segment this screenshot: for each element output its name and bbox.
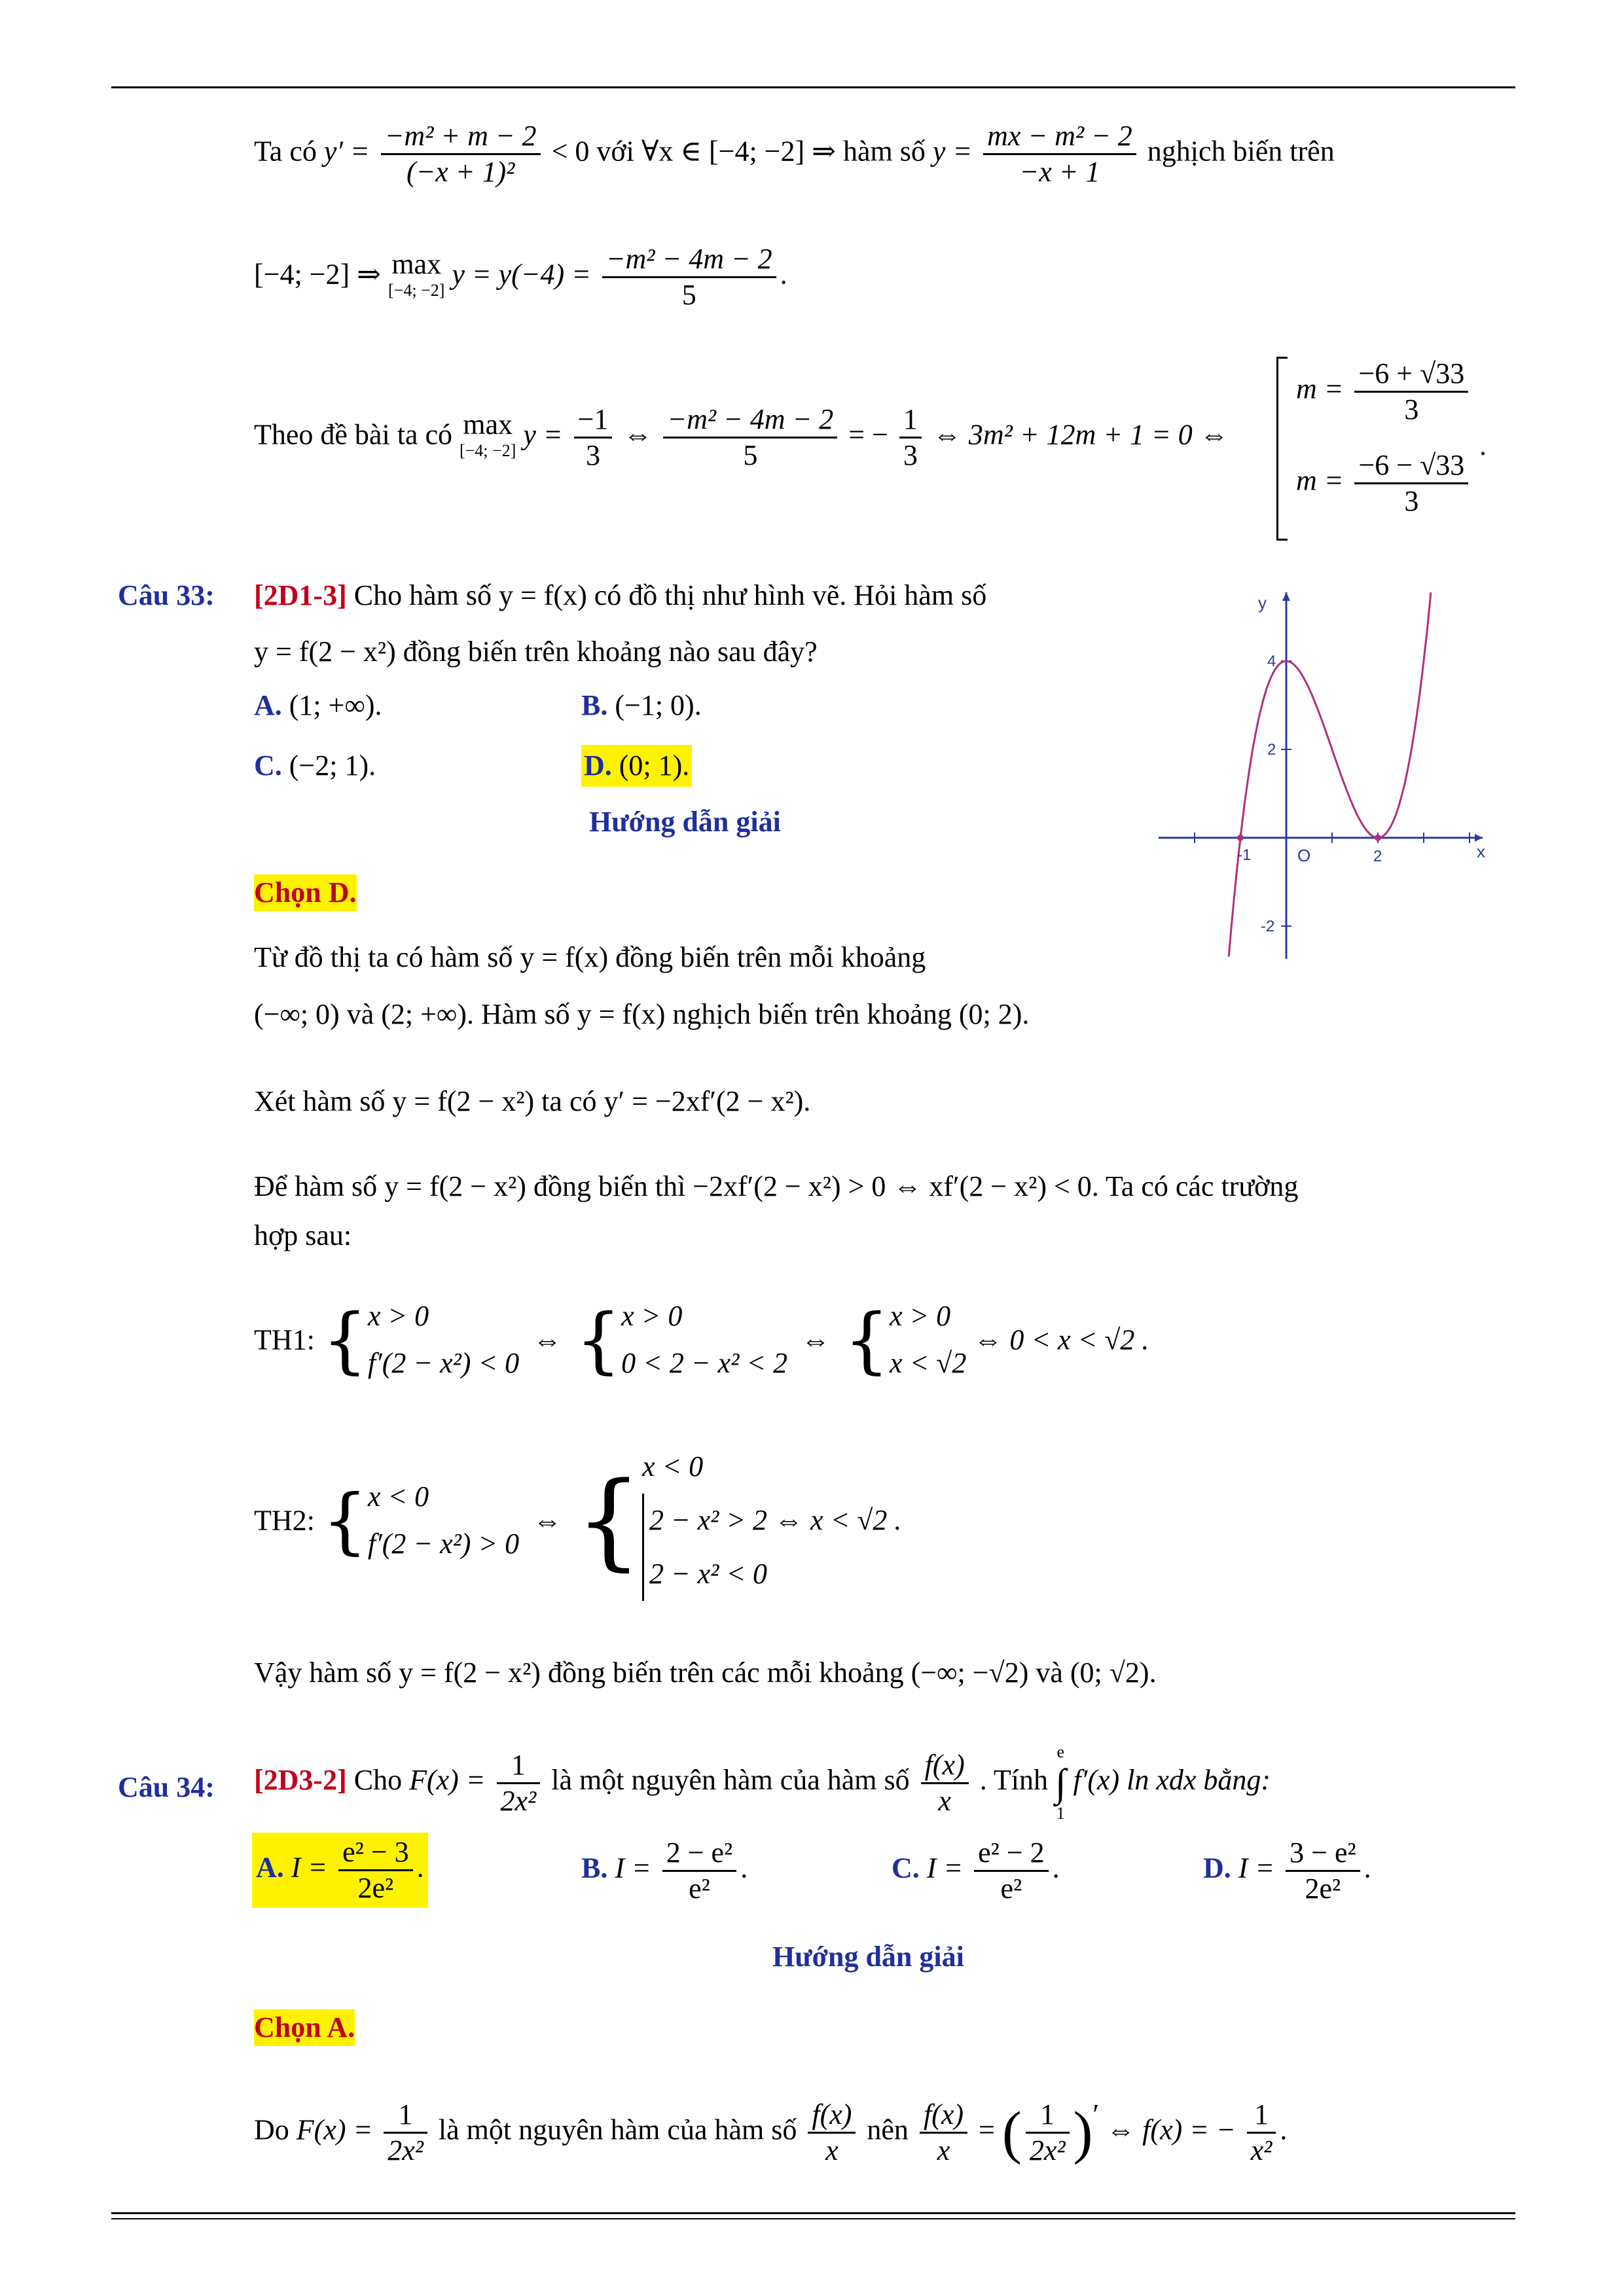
q33-option-c[interactable]: C. (−2; 1). [254,749,376,781]
intro-line-2: [−4; −2] ⇒ max [−4; −2] y = y(−4) = $\frac{\text{−m² − 4m − 2}}{5}$ . [254,243,787,311]
double-root-point [1375,834,1381,841]
question-tag: [2D1-3] [254,579,347,611]
q34-option-d[interactable]: D. I = $\frac{\text{3 − e²}}{\text{2e²}}$ . [1203,1837,1371,1905]
q33-stem [254,577,986,614]
math: y′ = [323,135,370,168]
function-graph [1152,583,1492,962]
text: Cho hàm số y = f(x) có đồ thị như hình vẽ. Hỏi hàm số [353,579,987,611]
text: Theo đề bài ta có [254,418,452,451]
q33-stem-line2: y = f(2 − x²) đồng biến trên khoảng nào sau đây? [254,636,818,668]
q33-solution-line: Từ đồ thị ta có hàm số y = f(x) đồng biến trên mỗi khoảng [254,941,926,973]
q33-option-d[interactable]: D. (0; 1). [581,745,692,787]
bottom-rule [111,2212,1515,2214]
q33-guide-heading: Hướng dẫn giải [589,806,781,838]
q33-header [118,577,215,614]
x-axis-label: x [1477,842,1485,861]
q34-stem: [2D3-2] Cho F(x) = $\frac{1}{\text{2x²}}$ là một nguyên hàm của hàm số $\frac{f(x)}{x}$ . Tính e ∫ 1 f′(x) ln xdx bằng: [254,1741,1271,1825]
text: nghịch biến trên [1147,135,1335,168]
max-operator: max [−4; −2] [388,247,445,300]
text: < 0 với ∀x ∈ [−4; −2] ⇒ hàm số [551,135,926,168]
q34-header [118,1769,215,1806]
q34-guide-heading: Hướng dẫn giải [772,1941,964,1973]
q33-option-a[interactable]: A. (1; +∞). [254,689,382,721]
tick-label-x: -1 [1237,846,1252,864]
origin-label: O [1297,846,1311,865]
math: y = [932,135,973,168]
y-axis-arrow-icon [1282,592,1290,601]
math: y = y(−4) = [452,258,591,291]
q33-solution-line: hợp sau: [254,1219,352,1251]
text: [−4; −2] ⇒ [254,258,382,291]
tick-label-y: -2 [1261,918,1275,935]
q33-answer: Chọn D. [254,874,357,911]
tick-label-y: 2 [1267,741,1276,759]
fraction: $\frac{\text{mx − m² − 2}}{-x + 1}$ [983,119,1136,189]
q33-solution-line: (−∞; 0) và (2; +∞). Hàm số y = f(x) nghịch biến trên khoảng (0; 2). [254,998,1030,1030]
intro-line-1 [254,119,1335,189]
document-page: Ta có y′ = $\frac{\text{−m² + m − 2}}{\text{(−x + 1)²}}$ < 0 với ∀x ∈ [−4; −2] ⇒ hàm số y = $\frac{\text{mx − m² − 2}}{-x + 1}$ nghịch biến trên [−4; −2] ⇒ max [−4; −2] y = y(−4) = $\frac{\text{−m² − 4m − 2}}{5}$ . Theo đề bài ta có max [−4; −2] y = $\frac{-1}{3}$ ⇔ $\frac{\text{−m² − 4m − 2}}{5}$ = − $\frac{1}{3}$ ⇔ 3m² + 12m + 1 = 0 ⇔ m = $\frac{-6 + √33}{3}$ m = $\frac{-6 - √33}{3}$ . Câu 33: [2D1-3] Cho hàm số y = f(x) có đồ thị như hình vẽ. Hỏi hàm số y = f(2 − x²) đồng biến trên khoảng nào sau đây? A. (1; +∞). B. (−1; 0). C. (−2; 1). D. (0; 1). Hướng dẫn giải Chọn D. y x O -1 2 4 2 -2 Từ đồ thị ta có hàm số y = f(x) đồng biến trên mỗi khoảng (−∞; 0) và (2; +∞). Hàm số y = f(x) nghịch biến trên khoảng (0; 2). Xét hàm số y = f(2 − x²) ta có y′ = −2xf′(2 − x²). Để hàm số y = f(2 − x²) đồng biến thì −2xf′(2 − x²) > 0 ⇔ xf′(2 − x²) < 0. Ta có các trường hợp sau: TH1: { x > 0 f′(2 − x²) < 0 ⇔ { x > 0 0 < 2 − x² < 2 ⇔ { x > 0 x < √2 ⇔ 0 < x < √2 . TH2: { x < 0 f′(2 − x²) > 0 ⇔ { x < 0 2 − x² > 2 ⇔ x < √2 . 2 − x² < 0 Vậy hàm số y = f(2 − x²) đồng biến trên các mỗi khoảng (−∞; −√2) và (0; √2). Câu 34: [2D3-2] Cho F(x) = $\frac{1}{\text{2x²}}$ là một nguyên hàm của hàm số $\frac{f(x)}{x}$ . Tính e ∫ 1 f′(x) ln xdx bằng: A. I = $\frac{\text{e² − 3}}{\text{2e²}}$ . B. I = $\frac{\text{2 − e²}}{\text{e²}}$ . C. I = $\frac{\text{e² − 2}}{\text{e²}}$ . D. I = $\frac{\text{3 − e²}}{\text{2e²}}$ . Hướng dẫn giải Chọn A. Do F(x) = $\frac{1}{\text{2x²}}$ là một nguyên hàm của hàm số $\frac{f(x)}{x}$ nên $\frac{f(x)}{x}$ = ( $\frac{1}{\text{2x²}}$ )′ ⇔ f(x) = − $\frac{1}{\text{x²}}$ . [0,0,1624,2296]
text: Ta có [254,135,317,168]
q33-conclusion: Vậy hàm số y = f(2 − x²) đồng biến trên các mỗi khoảng (−∞; −√2) và (0; √2). [254,1657,1157,1689]
tick-label-x: 2 [1373,848,1382,865]
fraction: $\frac{\text{−m² + m − 2}}{\text{(−x + 1)²}}$ [381,119,541,189]
max-operator: max [−4; −2] [459,408,516,460]
q33-solution-line: Xét hàm số y = f(2 − x²) ta có y′ = −2xf′(2 − x²). [254,1085,811,1117]
fraction: $\frac{\text{−m² − 4m − 2}}{5}$ [663,403,837,473]
top-rule [111,86,1515,88]
case-1: TH1: { x > 0 f′(2 − x²) < 0 ⇔ { x > 0 0 < 2 − x² < 2 ⇔ { x > 0 x < √2 ⇔ 0 < x < √2 . [254,1298,1149,1382]
fraction: $\frac{-1}{3}$ [574,403,613,473]
q33-option-b[interactable]: B. (−1; 0). [581,689,702,721]
tick-label-y: 4 [1267,653,1276,670]
q34-option-c[interactable]: C. I = $\frac{\text{e² − 2}}{\text{e²}}$ . [892,1837,1060,1905]
question-tag: [2D3-2] [254,1764,347,1797]
fraction: $\frac{1}{3}$ [899,403,922,473]
question-number: Câu 34: [118,1771,215,1803]
q34-option-a[interactable]: A. I = $\frac{\text{e² − 3}}{\text{2e²}}$ . [252,1833,428,1908]
question-number: Câu 33: [118,579,215,611]
integral-sign: e ∫ 1 [1055,1742,1066,1823]
function-curve [1229,592,1431,956]
fraction: $\frac{\text{−m² − 4m − 2}}{5}$ [602,242,776,312]
y-axis-label: y [1258,593,1267,613]
intro-line-3: Theo đề bài ta có max [−4; −2] y = $\frac{-1}{3}$ ⇔ $\frac{\text{−m² − 4m − 2}}{5}$ = − $\frac{1}{3}$ ⇔ 3m² + 12m + 1 = 0 ⇔ [254,403,1229,471]
q33-solution-line: Để hàm số y = f(2 − x²) đồng biến thì −2xf′(2 − x²) > 0 ⇔ xf′(2 − x²) < 0. Ta có các trường [254,1170,1299,1202]
root-point [1237,834,1244,841]
q34-answer: Chọn A. [254,2009,355,2046]
x-axis-arrow-icon [1475,834,1483,842]
q34-option-b[interactable]: B. I = $\frac{\text{2 − e²}}{\text{e²}}$ . [581,1837,748,1905]
bottom-rule-thin [111,2218,1515,2219]
q34-solution-line: Do F(x) = $\frac{1}{\text{2x²}}$ là một nguyên hàm của hàm số $\frac{f(x)}{x}$ nên $\frac{f(x)}{x}$ = ( $\frac{1}{\text{2x²}}$ )′ ⇔ f(x) = − $\frac{1}{\text{x²}}$ . [254,2098,1288,2166]
case-2: TH2: { x < 0 f′(2 − x²) > 0 ⇔ { x < 0 2 − x² > 2 ⇔ x < √2 . 2 − x² < 0 [254,1440,901,1601]
